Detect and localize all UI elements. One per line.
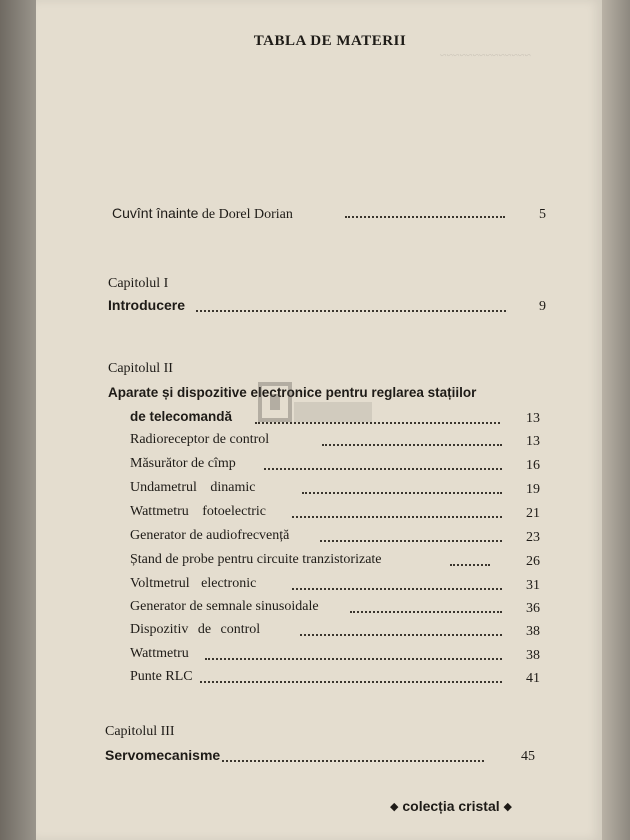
toc-subentry[interactable]: Radioreceptor de control <box>130 432 270 447</box>
chapter2-title-line2[interactable]: de telecomandă <box>130 409 233 424</box>
foreword-page-number: 5 <box>539 207 546 222</box>
chapter1-title[interactable]: Introducere <box>108 297 186 313</box>
toc-subentry[interactable]: Undametrul dinamic <box>130 480 256 495</box>
subentry-page-number: 19 <box>526 482 540 497</box>
leader-dots <box>264 466 502 470</box>
subentry-page-number: 16 <box>526 458 540 473</box>
toc-subentry[interactable]: Măsurător de cîmp <box>130 456 236 471</box>
bookstore-logo-icon <box>258 380 374 438</box>
chapter1-label: Capitolul I <box>108 276 169 291</box>
chapter2-title-line1[interactable]: Aparate și dispozitive electronice pentru reglarea stațiilor <box>108 385 477 400</box>
toc-subentry[interactable]: Generator de audiofrecvență <box>130 528 290 543</box>
leader-dots <box>322 442 502 446</box>
leader-dots <box>292 586 502 590</box>
chapter2-label: Capitolul II <box>108 361 173 376</box>
leader-dots <box>450 562 490 566</box>
chapter2-title-page-number: 13 <box>526 411 540 426</box>
subentry-page-number: 38 <box>526 624 540 639</box>
leader-dots <box>345 214 505 218</box>
chapter3-page-number: 45 <box>521 749 535 764</box>
toc-subentry[interactable]: Wattmetru <box>130 646 189 661</box>
toc-title: TABLA DE MATERII <box>253 33 407 49</box>
bleed-through-text: ~~~~~~~~~~~~~~ <box>440 48 531 62</box>
toc-subentry[interactable]: Generator de semnale sinusoidale <box>130 599 319 614</box>
series-name: colecția cristal <box>402 798 500 814</box>
chapter1-page-number: 9 <box>539 299 546 314</box>
subentry-page-number: 13 <box>526 434 540 449</box>
chapter3-label: Capitolul III <box>105 724 175 739</box>
toc-subentry[interactable]: Voltmetrul electronic <box>130 576 257 591</box>
book-left-edge <box>0 0 36 840</box>
toc-subentry[interactable]: Ștand de probe pentru circuite tranzistorizate <box>130 552 382 567</box>
foreword-label-bold: Cuvînt înainte <box>112 205 199 221</box>
toc-subentry[interactable]: Punte RLC <box>130 669 193 684</box>
toc-subentry[interactable]: Dispozitiv de control <box>130 622 261 637</box>
leader-dots <box>302 490 502 494</box>
subentry-page-number: 36 <box>526 601 540 616</box>
leader-dots <box>200 679 502 683</box>
chapter3-title[interactable]: Servomecanisme <box>105 747 221 763</box>
leader-dots <box>300 632 502 636</box>
subentry-page-number: 26 <box>526 554 540 569</box>
leader-dots <box>350 609 502 613</box>
subentry-page-number: 41 <box>526 671 540 686</box>
foreword-label-rest: de Dorel Dorian <box>198 207 293 222</box>
book-right-edge <box>602 0 630 840</box>
leader-dots <box>222 758 484 762</box>
subentry-page-number: 31 <box>526 578 540 593</box>
leader-dots <box>196 308 506 312</box>
toc-entry-foreword[interactable] <box>112 205 293 223</box>
diamond-icon: ◆ <box>390 801 399 813</box>
subentry-page-number: 23 <box>526 530 540 545</box>
leader-dots <box>205 656 502 660</box>
series-footer <box>390 798 512 814</box>
toc-subentry[interactable]: Wattmetru fotoelectric <box>130 504 266 519</box>
leader-dots <box>320 538 502 542</box>
diamond-icon: ◆ <box>503 801 512 813</box>
leader-dots <box>292 514 502 518</box>
subentry-page-number: 38 <box>526 648 540 663</box>
subentry-page-number: 21 <box>526 506 540 521</box>
